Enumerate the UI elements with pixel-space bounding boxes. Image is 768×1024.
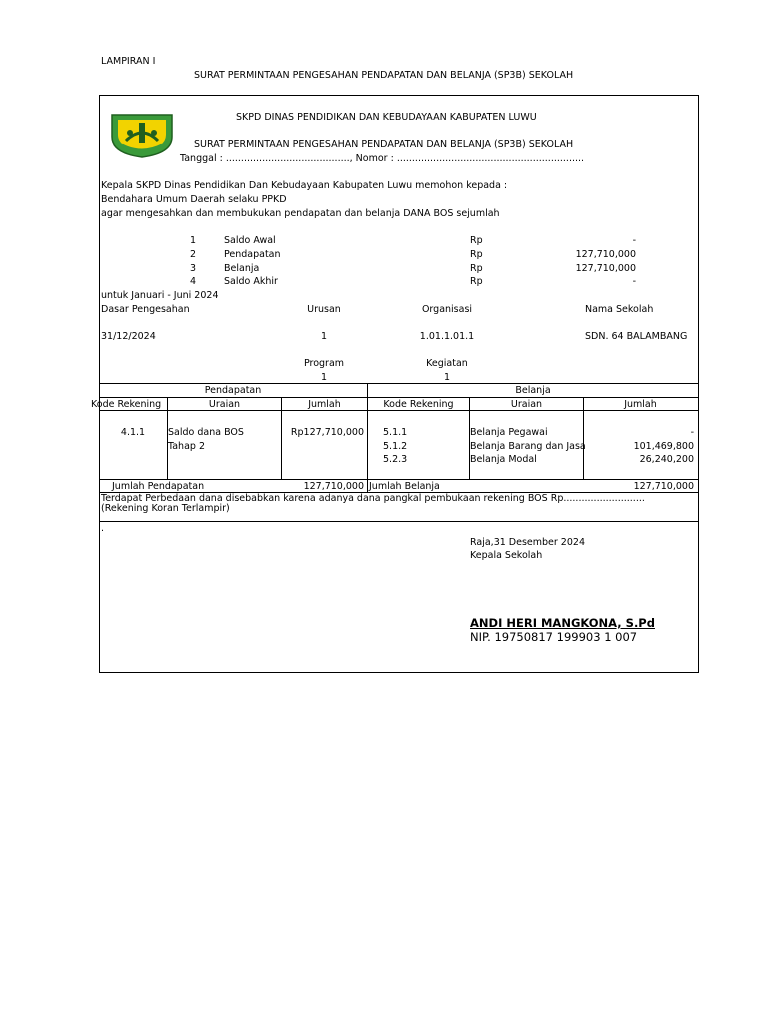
table-line xyxy=(99,397,698,398)
belanja-kode: 5.1.2 xyxy=(383,441,408,452)
program-value: 1 xyxy=(320,372,328,383)
summary-currency: Rp xyxy=(470,235,483,246)
intro-line-3: agar mengesahkan dan membukukan pendapatan dan belanja DANA BOS sejumlah xyxy=(101,208,500,219)
summary-amount: - xyxy=(632,276,636,287)
table-line xyxy=(99,479,698,480)
date-number-line: Tanggal : ........................................., Nomor : .............................................................. xyxy=(180,153,585,164)
stray-dot: . xyxy=(101,523,105,534)
belanja-jumlah: - xyxy=(690,427,694,438)
total-pendapatan-value: 127,710,000 xyxy=(303,481,364,492)
urusan-value: 1 xyxy=(320,331,328,342)
total-belanja-label: Jumlah Belanja xyxy=(369,481,440,492)
kegiatan-value: 1 xyxy=(443,372,451,383)
note-line-1: Terdapat Perbedaan dana disebabkan karena adanya dana pangkal pembukaan rekening BOS Rp........................... xyxy=(101,493,645,504)
sekolah-value: SDN. 64 BALAMBANG xyxy=(585,331,688,342)
top-title: SURAT PERMINTAAN PENGESAHAN PENDAPATAN DAN BELANJA (SP3B) SEKOLAH xyxy=(194,70,574,81)
urusan-header: Urusan xyxy=(307,304,341,315)
belanja-kode: 5.2.3 xyxy=(383,454,408,465)
summary-no: 4 xyxy=(190,276,197,287)
summary-label: Saldo Awal xyxy=(224,235,276,246)
agency-name: SKPD DINAS PENDIDIKAN DAN KEBUDAYAAN KABUPATEN LUWU xyxy=(236,112,537,123)
pendapatan-header: Pendapatan xyxy=(204,385,262,396)
belanja-jumlah-header: Jumlah xyxy=(624,399,657,410)
summary-no: 1 xyxy=(190,235,197,246)
total-pendapatan-label: Jumlah Pendapatan xyxy=(112,481,205,492)
belanja-uraian: Belanja Modal xyxy=(470,454,537,465)
belanja-uraian: Belanja Pegawai xyxy=(470,427,548,438)
total-belanja-value: 127,710,000 xyxy=(633,481,694,492)
program-label: Program xyxy=(303,358,345,369)
signature-role: Kepala Sekolah xyxy=(470,550,543,561)
document-title: SURAT PERMINTAAN PENGESAHAN PENDAPATAN DAN BELANJA (SP3B) SEKOLAH xyxy=(194,139,574,150)
sekolah-header: Nama Sekolah xyxy=(585,304,654,315)
belanja-header: Belanja xyxy=(515,385,551,396)
belanja-uraian: Belanja Barang dan Jasa xyxy=(470,441,586,452)
period-text: untuk Januari - Juni 2024 xyxy=(101,290,219,301)
belanja-kode: 5.1.1 xyxy=(383,427,408,438)
belanja-uraian-header: Uraian xyxy=(510,399,543,410)
pendapatan-kode: 4.1.1 xyxy=(120,427,146,438)
belanja-jumlah: 101,469,800 xyxy=(633,441,694,452)
signature-place-date: Raja,31 Desember 2024 xyxy=(470,537,585,548)
belanja-jumlah: 26,240,200 xyxy=(639,454,694,465)
summary-no: 3 xyxy=(190,263,197,274)
summary-currency: Rp xyxy=(470,249,483,260)
summary-amount: 127,710,000 xyxy=(575,249,636,260)
table-line xyxy=(99,383,698,384)
dasar-value: 31/12/2024 xyxy=(101,331,156,342)
lampiran-label: LAMPIRAN I xyxy=(101,56,156,67)
signatory-name: ANDI HERI MANGKONA, S.Pd xyxy=(470,616,655,630)
pendapatan-uraian-1: Saldo dana BOS xyxy=(168,427,244,438)
summary-no: 2 xyxy=(190,249,197,260)
pendapatan-jumlah-header: Jumlah xyxy=(308,399,341,410)
summary-currency: Rp xyxy=(470,263,483,274)
summary-label: Pendapatan xyxy=(224,249,281,260)
pendapatan-jumlah: Rp127,710,000 xyxy=(290,427,364,438)
summary-label: Belanja xyxy=(224,263,260,274)
pendapatan-uraian-header: Uraian xyxy=(208,399,241,410)
pendapatan-kode-header xyxy=(91,399,167,411)
intro-line-1: Kepala SKPD Dinas Pendidikan Dan Kebudayaan Kabupaten Luwu memohon kepada : xyxy=(101,180,508,191)
pendapatan-kode-header-text: Kode Rekening xyxy=(91,399,162,410)
summary-currency: Rp xyxy=(470,276,483,287)
kegiatan-label: Kegiatan xyxy=(426,358,468,369)
summary-amount: 127,710,000 xyxy=(575,263,636,274)
dasar-header: Dasar Pengesahan xyxy=(101,304,190,315)
organisasi-value: 1.01.1.01.1 xyxy=(419,331,475,342)
summary-amount: - xyxy=(632,235,636,246)
table-line xyxy=(99,521,698,522)
regency-logo-icon xyxy=(108,111,176,159)
pendapatan-uraian-2: Tahap 2 xyxy=(168,441,205,452)
intro-line-2: Bendahara Umum Daerah selaku PPKD xyxy=(101,194,287,205)
summary-label: Saldo Akhir xyxy=(224,276,278,287)
signatory-nip: NIP. 19750817 199903 1 007 xyxy=(470,630,638,644)
belanja-kode-header: Kode Rekening xyxy=(383,399,454,410)
note-line-2: (Rekening Koran Terlampir) xyxy=(101,503,230,514)
organisasi-header: Organisasi xyxy=(421,304,473,315)
